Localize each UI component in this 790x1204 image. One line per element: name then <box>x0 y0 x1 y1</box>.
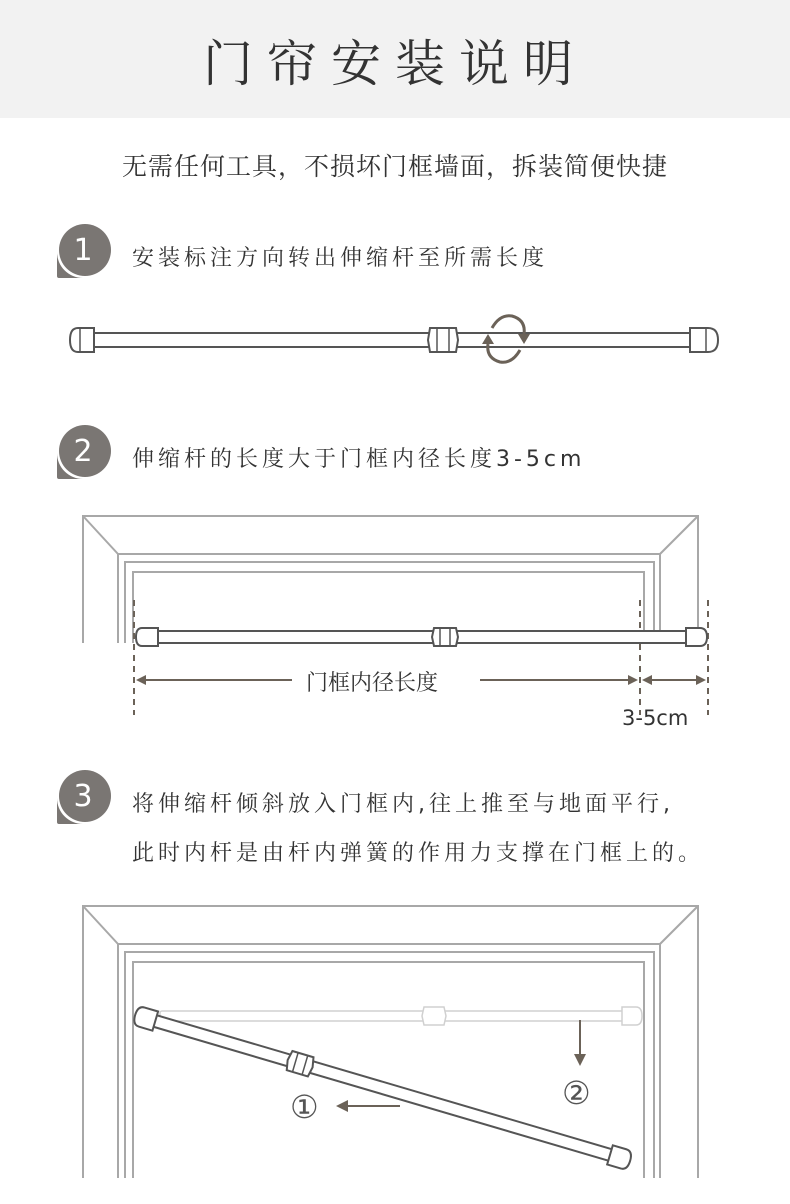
middle-joint <box>432 628 458 646</box>
tension-rod <box>150 631 690 643</box>
figure-1-rod-diagram <box>0 300 790 380</box>
step-3-number: 3 <box>73 779 93 814</box>
step-1-text: 安装标注方向转出伸缩杆至所需长度 <box>132 246 549 271</box>
door-frame <box>83 906 698 1178</box>
door-frame <box>83 516 698 643</box>
middle-joint <box>428 328 458 352</box>
final-rod-position <box>160 1007 642 1025</box>
page-title: 门帘安装说明 <box>203 35 587 93</box>
step-3-text-line1: 将伸缩杆倾斜放入门框内,往上推至与地面平行, <box>132 792 674 817</box>
marker-1: ① <box>290 1088 319 1126</box>
step-3-badge <box>55 770 111 826</box>
step-2-badge <box>55 425 111 481</box>
page-subtitle: 无需任何工具，不损坏门框墙面，拆装简便快捷 <box>121 152 668 181</box>
inner-width-label: 门框内径长度 <box>306 671 439 696</box>
step-1-badge <box>55 224 111 280</box>
step-3-text-line2: 此时内杆是由杆内弹簧的作用力支撑在门框上的。 <box>132 841 705 866</box>
right-end-cap <box>690 328 718 352</box>
tilted-rod <box>132 1006 633 1171</box>
step-2-text: 伸缩杆的长度大于门框内径长度3-5cm <box>132 447 586 472</box>
right-end-cap <box>686 628 707 646</box>
figure-3-install-diagram <box>0 900 790 1204</box>
header-banner <box>0 0 790 118</box>
marker-2: ② <box>562 1074 591 1112</box>
left-end-cap <box>136 628 158 646</box>
step-1-number: 1 <box>73 233 93 268</box>
left-end-cap <box>70 328 94 352</box>
tension-rod <box>92 333 692 347</box>
step-2-number: 2 <box>73 434 93 469</box>
extra-length-label: 3-5cm <box>622 706 689 730</box>
